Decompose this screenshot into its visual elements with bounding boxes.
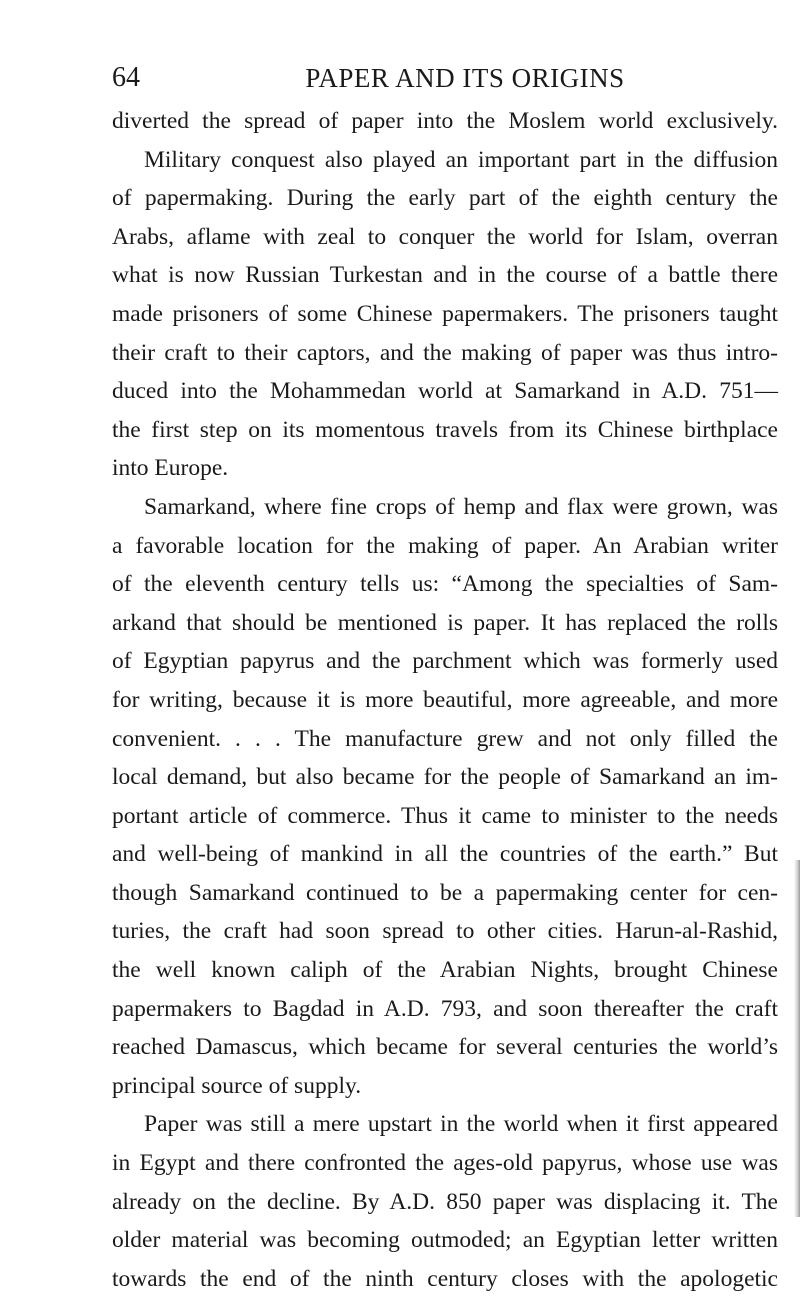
running-title: PAPER AND ITS ORIGINS [305, 63, 625, 93]
text-line: of Egyptian papyrus and the parchment which was formerly used [112, 648, 778, 675]
text-line: older material was becoming outmoded; an Egyptian letter written [112, 1227, 778, 1254]
text-line: already on the decline. By A.D. 850 paper was displacing it. The [112, 1188, 778, 1215]
text-line: diverted the spread of paper into the Moslem world exclusively. [112, 108, 778, 134]
text-line: of the eleventh century tells us: “Among the specialties of Sam- [112, 571, 778, 598]
body-text [112, 102, 778, 1298]
text-line: papermakers to Bagdad in A.D. 793, and soon thereafter the craft [112, 995, 778, 1022]
text-line: local demand, but also became for the people of Samarkand an im- [112, 764, 778, 791]
text-line: convenient. . . . The manufacture grew and not only filled the [112, 725, 778, 752]
text-line: of papermaking. During the early part of the eighth century the [112, 185, 778, 212]
text-line: duced into the Mohammedan world at Samarkand in A.D. 751— [112, 378, 778, 405]
text-line: and well-being of mankind in all the countries of the earth.” But [112, 841, 778, 868]
text-line: into Europe. [112, 455, 229, 482]
page-edge-shadow [794, 860, 800, 1217]
text-line: the well known caliph of the Arabian Nights, brought Chinese [112, 957, 778, 984]
text-line: the first step on its momentous travels from its Chinese birthplace [112, 416, 778, 443]
text-line: arkand that should be mentioned is paper. It has replaced the rolls [112, 609, 778, 636]
running-head [112, 58, 778, 98]
text-line: Arabs, aflame with zeal to conquer the world for Islam, overran [112, 223, 778, 250]
text-line: for writing, because it is more beautiful, more agreeable, and more [112, 686, 778, 713]
text-line: principal source of supply. [112, 1072, 362, 1099]
text-line: Military conquest also played an important part in the diffusion [144, 146, 778, 173]
text-line: reached Damascus, which became for several centuries the world’s [112, 1034, 778, 1061]
text-line: in Egypt and there confronted the ages-old papyrus, whose use was [112, 1150, 778, 1177]
text-line: what is now Russian Turkestan and in the course of a battle there [112, 262, 778, 289]
text-line: a favorable location for the making of paper. An Arabian writer [112, 532, 778, 559]
text-line: portant article of commerce. Thus it came to minister to the needs [112, 802, 778, 829]
page-number: 64 [112, 62, 140, 93]
text-line: though Samarkand continued to be a papermaking center for cen- [112, 879, 778, 906]
text-line: Paper was still a mere upstart in the world when it first appeared [144, 1111, 778, 1138]
text-line: Samarkand, where fine crops of hemp and flax were grown, was [144, 493, 778, 520]
text-line: towards the end of the ninth century closes with the apologetic [112, 1265, 778, 1292]
text-line: made prisoners of some Chinese papermakers. The prisoners taught [112, 300, 778, 327]
text-line: their craft to their captors, and the making of paper was thus intro- [112, 339, 778, 366]
text-line: turies, the craft had soon spread to other cities. Harun-al-Rashid, [112, 918, 778, 945]
